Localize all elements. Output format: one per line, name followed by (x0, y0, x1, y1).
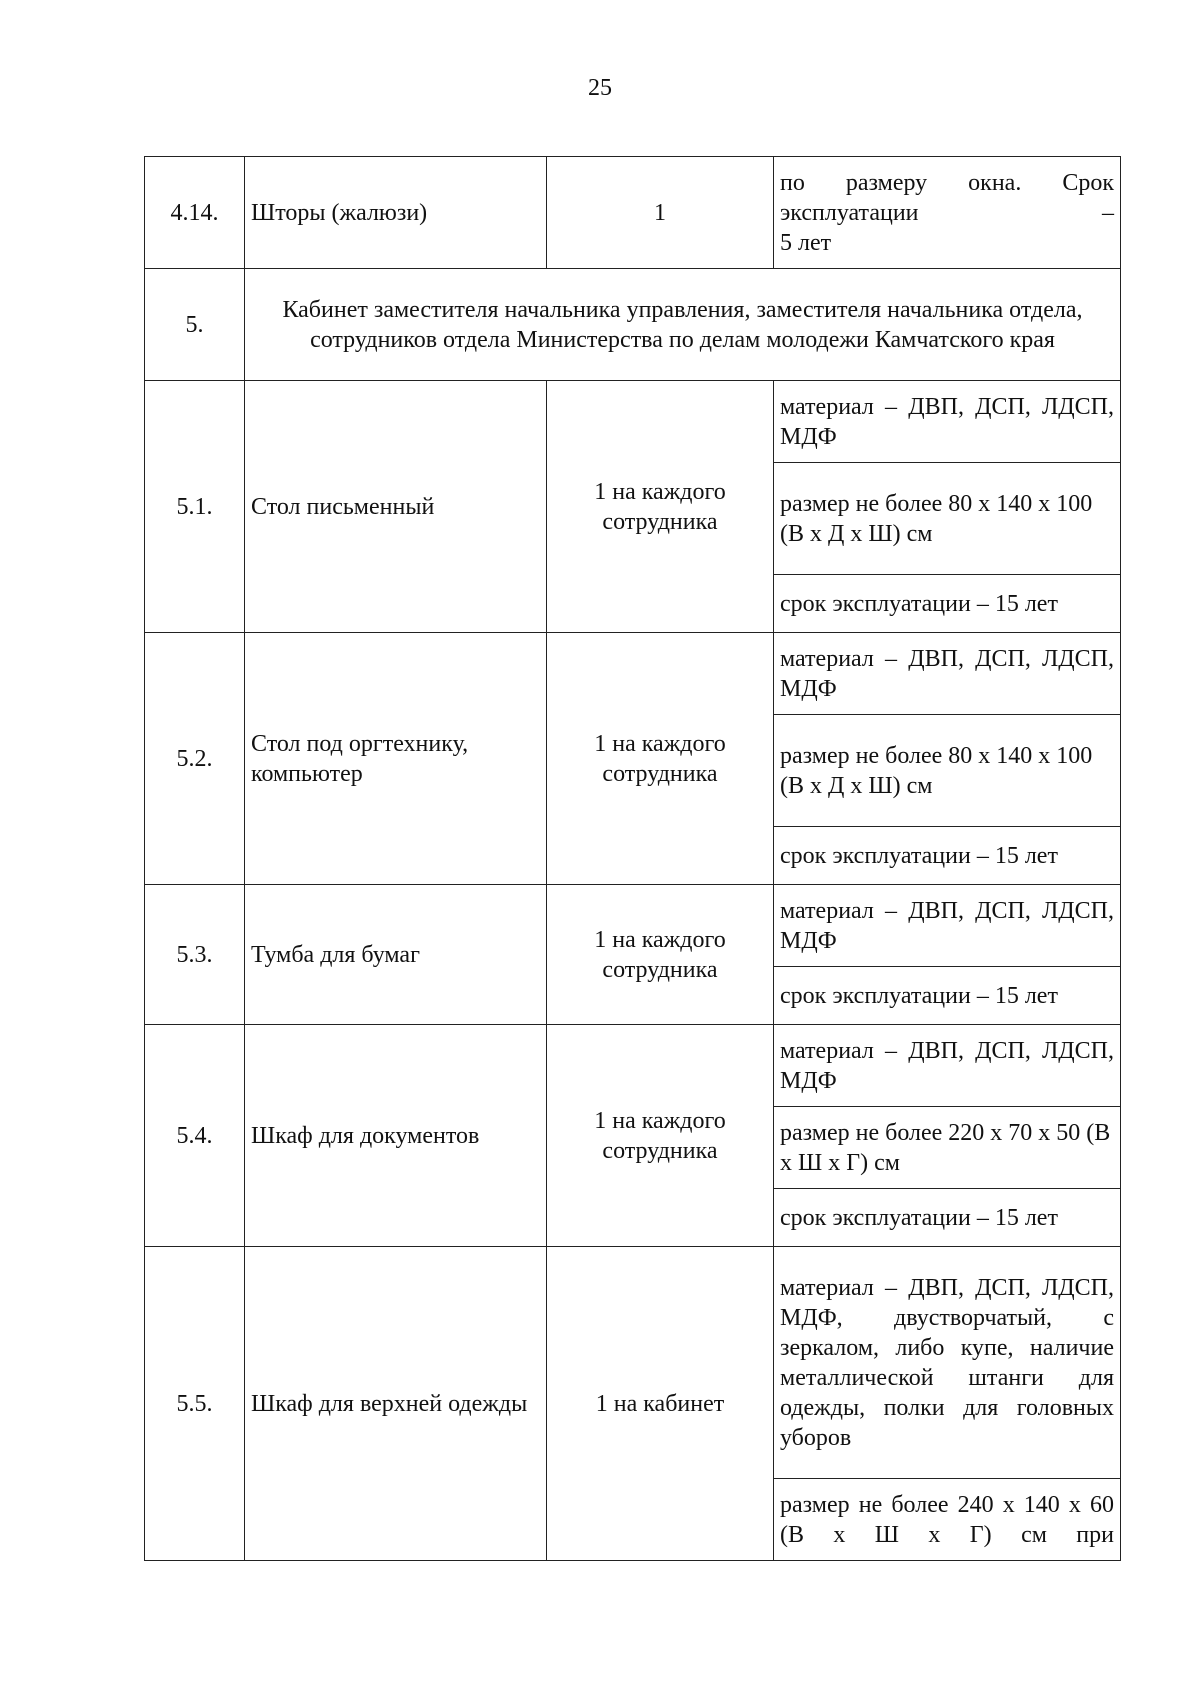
row-number: 5.4. (145, 1025, 245, 1247)
item-material: материал – ДВП, ДСП, ЛДСП, МДФ, двустворчатый, с зеркалом, либо купе, наличие металлической штанги для одежды, полки для головных уборов (774, 1247, 1121, 1479)
item-name: Шторы (жалюзи) (245, 157, 547, 269)
item-quantity: 1 (547, 157, 774, 269)
section-number: 5. (145, 269, 245, 381)
table-row (145, 381, 1121, 463)
item-size: размер не более 220 х 70 х 50 (В х Ш х Г) см (774, 1107, 1121, 1189)
item-term: срок эксплуатации – 15 лет (774, 827, 1121, 885)
item-name: Шкаф для документов (245, 1025, 547, 1247)
item-note (774, 157, 1121, 269)
item-quantity: 1 на каждого сотрудника (547, 1025, 774, 1247)
item-quantity: 1 на каждого сотрудника (547, 633, 774, 885)
item-quantity: 1 на кабинет (547, 1247, 774, 1561)
row-number: 4.14. (145, 157, 245, 269)
note-line: 5 лет (780, 229, 832, 256)
item-name: Шкаф для верхней одежды (245, 1247, 547, 1561)
section-title: Кабинет заместителя начальника управления, заместителя начальника отдела, сотрудников отдела Министерства по делам молодежи Камчатского края (245, 269, 1121, 381)
item-material: материал – ДВП, ДСП, ЛДСП, МДФ (774, 885, 1121, 967)
item-material: материал – ДВП, ДСП, ЛДСП, МДФ (774, 381, 1121, 463)
row-number: 5.2. (145, 633, 245, 885)
item-quantity: 1 на каждого сотрудника (547, 885, 774, 1025)
table-row (145, 633, 1121, 715)
item-size: размер не более 80 х 140 х 100 (В х Д х Ш) см (774, 715, 1121, 827)
section-row (145, 269, 1121, 381)
table-row (145, 1247, 1121, 1479)
item-material: материал – ДВП, ДСП, ЛДСП, МДФ (774, 633, 1121, 715)
item-material: материал – ДВП, ДСП, ЛДСП, МДФ (774, 1025, 1121, 1107)
item-term: срок эксплуатации – 15 лет (774, 967, 1121, 1025)
item-name: Стол письменный (245, 381, 547, 633)
table-row (145, 885, 1121, 967)
page-number: 25 (588, 75, 612, 101)
item-name: Стол под оргтехнику, компьютер (245, 633, 547, 885)
specification-table (144, 156, 1121, 1561)
note-line: эксплуатации – (780, 199, 1114, 226)
row-number: 5.3. (145, 885, 245, 1025)
row-number: 5.1. (145, 381, 245, 633)
row-number: 5.5. (145, 1247, 245, 1561)
item-term: срок эксплуатации – 15 лет (774, 1189, 1121, 1247)
item-name: Тумба для бумаг (245, 885, 547, 1025)
item-size: размер не более 80 х 140 х 100 (В х Д х Ш) см (774, 463, 1121, 575)
item-size: размер не более 240 х 140 х 60 (В х Ш х Г) см при (774, 1479, 1121, 1561)
item-quantity: 1 на каждого сотрудника (547, 381, 774, 633)
table-row (145, 157, 1121, 269)
note-line: по размеру окна. Срок (780, 169, 1114, 196)
table-row (145, 1025, 1121, 1107)
item-term: срок эксплуатации – 15 лет (774, 575, 1121, 633)
